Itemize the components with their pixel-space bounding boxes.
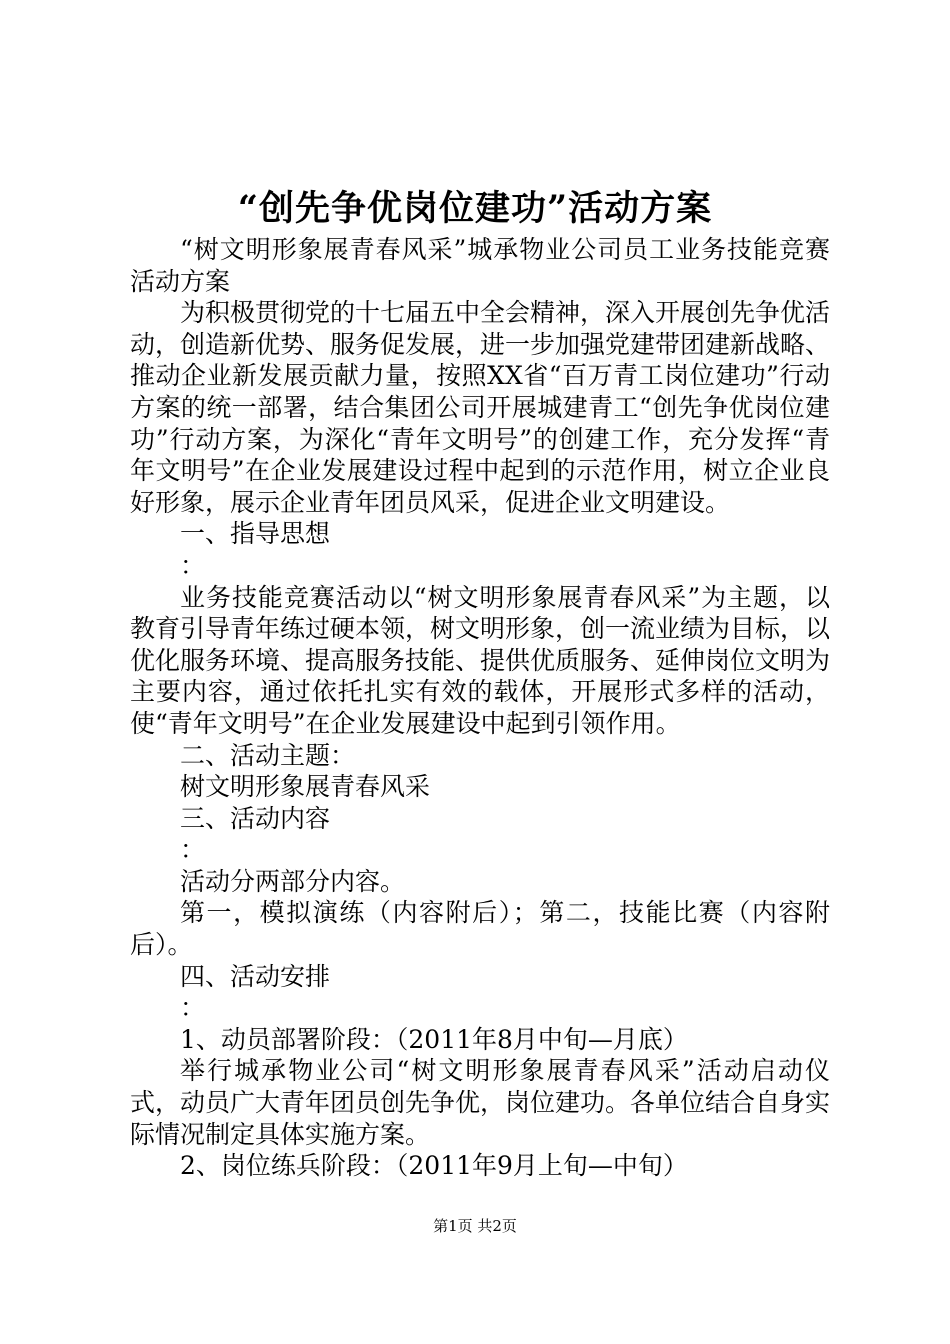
paragraph-activity-theme: 树文明形象展青春风采 [180, 772, 431, 802]
colon-line: ： [180, 993, 206, 1023]
paragraph-subtitle: “树文明形象展青春风采”城承物业公司员工业务技能竞赛活动方案 [130, 235, 830, 296]
heading-stage-2: 2、岗位练兵阶段：（2011年9月上旬—中旬） [180, 1151, 688, 1181]
colon-line: ： [180, 550, 206, 580]
heading-activity-arrangement: 四、活动安排 [180, 961, 331, 991]
paragraph-intro: 为积极贯彻党的十七届五中全会精神，深入开展创先争优活动，创造新优势、服务促发展，进一步加强党建带团建新战略、推动企业新发展贡献力量，按照XX省“百万青工岗位建功”行动方案的统一部署，结合集团公司开展城建青工“创先争优岗位建功”行动方案，为深化“青年文明号”的创建工作，充分发挥“青年文明号”在企业发展建设过程中起到的示范作用，树立企业良好形象，展示企业青年团员风采，促进企业文明建设。 [130, 298, 831, 517]
heading-guiding-thought: 一、指导思想 [180, 519, 331, 549]
paragraph-content-detail: 第一，模拟演练（内容附后）；第二，技能比赛（内容附后）。 [130, 898, 830, 960]
document-title: “创先争优岗位建功”活动方案 [237, 188, 713, 229]
heading-activity-content: 三、活动内容 [180, 803, 331, 833]
paragraph-content-parts: 活动分两部分内容。 [180, 866, 406, 896]
page-number: 第1页 共2页 [433, 1217, 517, 1235]
paragraph-guiding-thought: 业务技能竞赛活动以“树文明形象展青春风采”为主题，以教育引导青年练过硬本领，树文明形象，创一流业绩为目标，以优化服务环境、提高服务技能、提供优质服务、延伸岗位文明为主要内容，通过依托扎实有效的载体，开展形式多样的活动，使“青年文明号”在企业发展建设中起到引领作用。 [130, 582, 831, 738]
colon-line: ： [180, 835, 206, 865]
heading-activity-theme: 二、活动主题： [180, 740, 356, 770]
paragraph-stage-1: 举行城承物业公司“树文明形象展青春风采”活动启动仪式，动员广大青年团员创先争优，岗位建功。各单位结合自身实际情况制定具体实施方案。 [130, 1056, 831, 1149]
heading-stage-1: 1、动员部署阶段：（2011年8月中旬—月底） [180, 1024, 688, 1054]
document-body [130, 234, 830, 1182]
